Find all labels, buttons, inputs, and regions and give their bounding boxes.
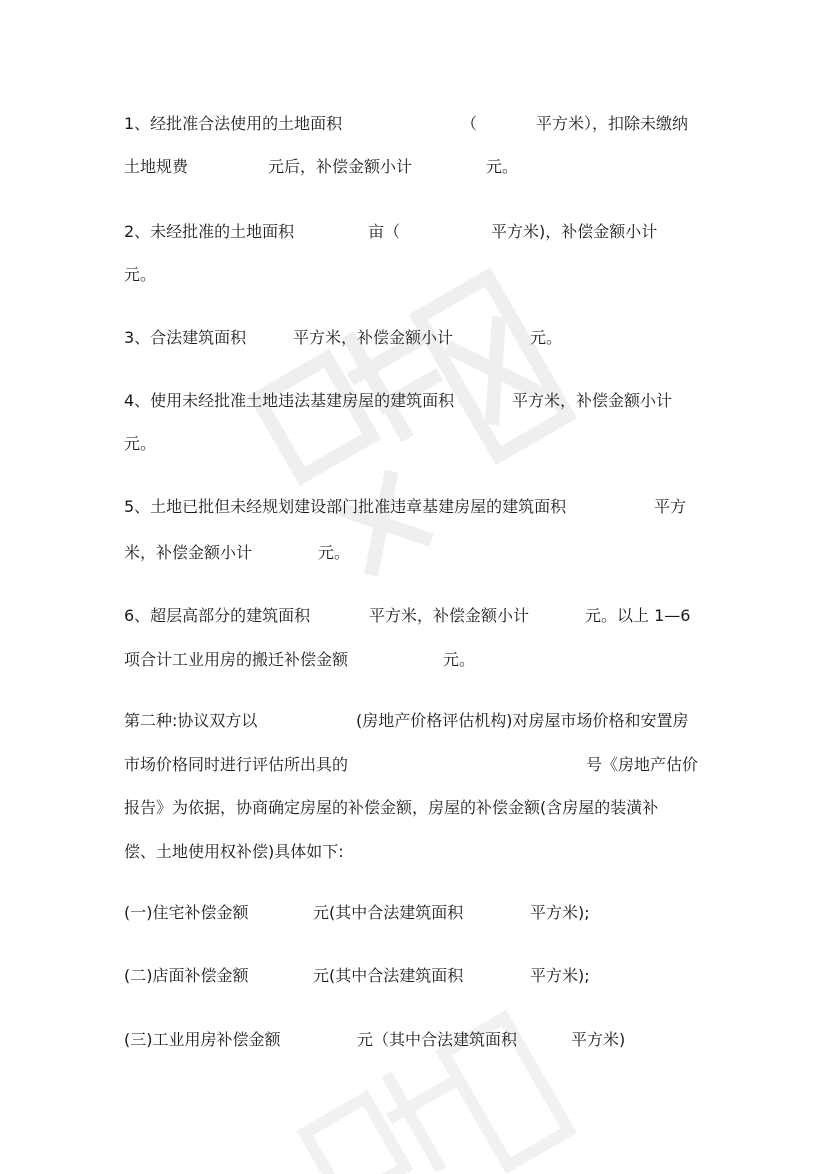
text-segment: 平方 xyxy=(654,497,687,516)
text-segment: 2、未经批准的土地面积 xyxy=(124,222,295,241)
text-segment: 6、超层高部分的建筑面积 xyxy=(124,606,311,625)
text-segment: 土地规费 xyxy=(124,157,189,176)
text-segment: 平方米，补偿金额小计 xyxy=(293,328,454,347)
text-segment: 元。 xyxy=(318,543,351,562)
text-segment: 项合计工业用房的搬迁补偿金额 xyxy=(124,650,349,669)
text-segment: (二)店面补偿金额 xyxy=(124,966,249,985)
text-segment: 元后，补偿金额小计 xyxy=(268,157,413,176)
text-segment: 号《房地产估价 xyxy=(586,755,699,774)
text-segment: 第二种:协议双方以 xyxy=(124,711,258,730)
text-segment: 元。 xyxy=(124,434,157,453)
text-segment: 平方米) xyxy=(571,1030,626,1049)
text-segment: 平方米，补偿金额小计 xyxy=(512,391,673,410)
text-segment: 平方米)，补偿金额小计 xyxy=(491,222,658,241)
text-segment: 元。 xyxy=(530,328,563,347)
text-segment: 米，补偿金额小计 xyxy=(124,543,253,562)
text-segment: 4、使用未经批准土地违法基建房屋的建筑面积 xyxy=(124,391,455,410)
text-segment: 元。 xyxy=(443,650,476,669)
text-segment: 亩（ xyxy=(368,222,401,241)
text-segment: 市场价格同时进行评估所出具的 xyxy=(124,755,349,774)
text-segment: 元。以上 1—6 xyxy=(585,606,691,625)
text-segment: 3、合法建筑面积 xyxy=(124,328,247,347)
text-segment: 元。 xyxy=(124,265,157,284)
watermark-logo-bottom xyxy=(277,996,582,1174)
text-segment: 1、经批准合法使用的土地面积 xyxy=(124,114,343,133)
text-segment: (房地产价格评估机构)对房屋市场价格和安置房 xyxy=(356,711,689,730)
text-segment: (三)工业用房补偿金额 xyxy=(124,1030,281,1049)
text-segment: (一)住宅补偿金额 xyxy=(124,903,249,922)
text-segment: 元(其中合法建筑面积 xyxy=(313,903,464,922)
text-segment: 报告》为依据，协商确定房屋的补偿金额，房屋的补偿金额(含房屋的装潢补 xyxy=(124,798,659,817)
text-segment: 平方米); xyxy=(530,903,590,922)
text-segment: 元(其中合法建筑面积 xyxy=(313,966,464,985)
text-segment: 偿、土地使用权补偿)具体如下: xyxy=(124,842,344,861)
text-segment: 元（其中合法建筑面积 xyxy=(357,1030,518,1049)
text-segment: 元。 xyxy=(486,157,519,176)
text-segment: 平方米，补偿金额小计 xyxy=(369,606,530,625)
text-segment: 平方米），扣除未缴纳 xyxy=(536,114,689,133)
text-segment: （ xyxy=(461,114,478,133)
text-segment: 平方米); xyxy=(530,966,590,985)
watermark-logo xyxy=(225,232,615,607)
text-segment: 5、土地已批但未经规划建设部门批准违章基建房屋的建筑面积 xyxy=(124,497,567,516)
